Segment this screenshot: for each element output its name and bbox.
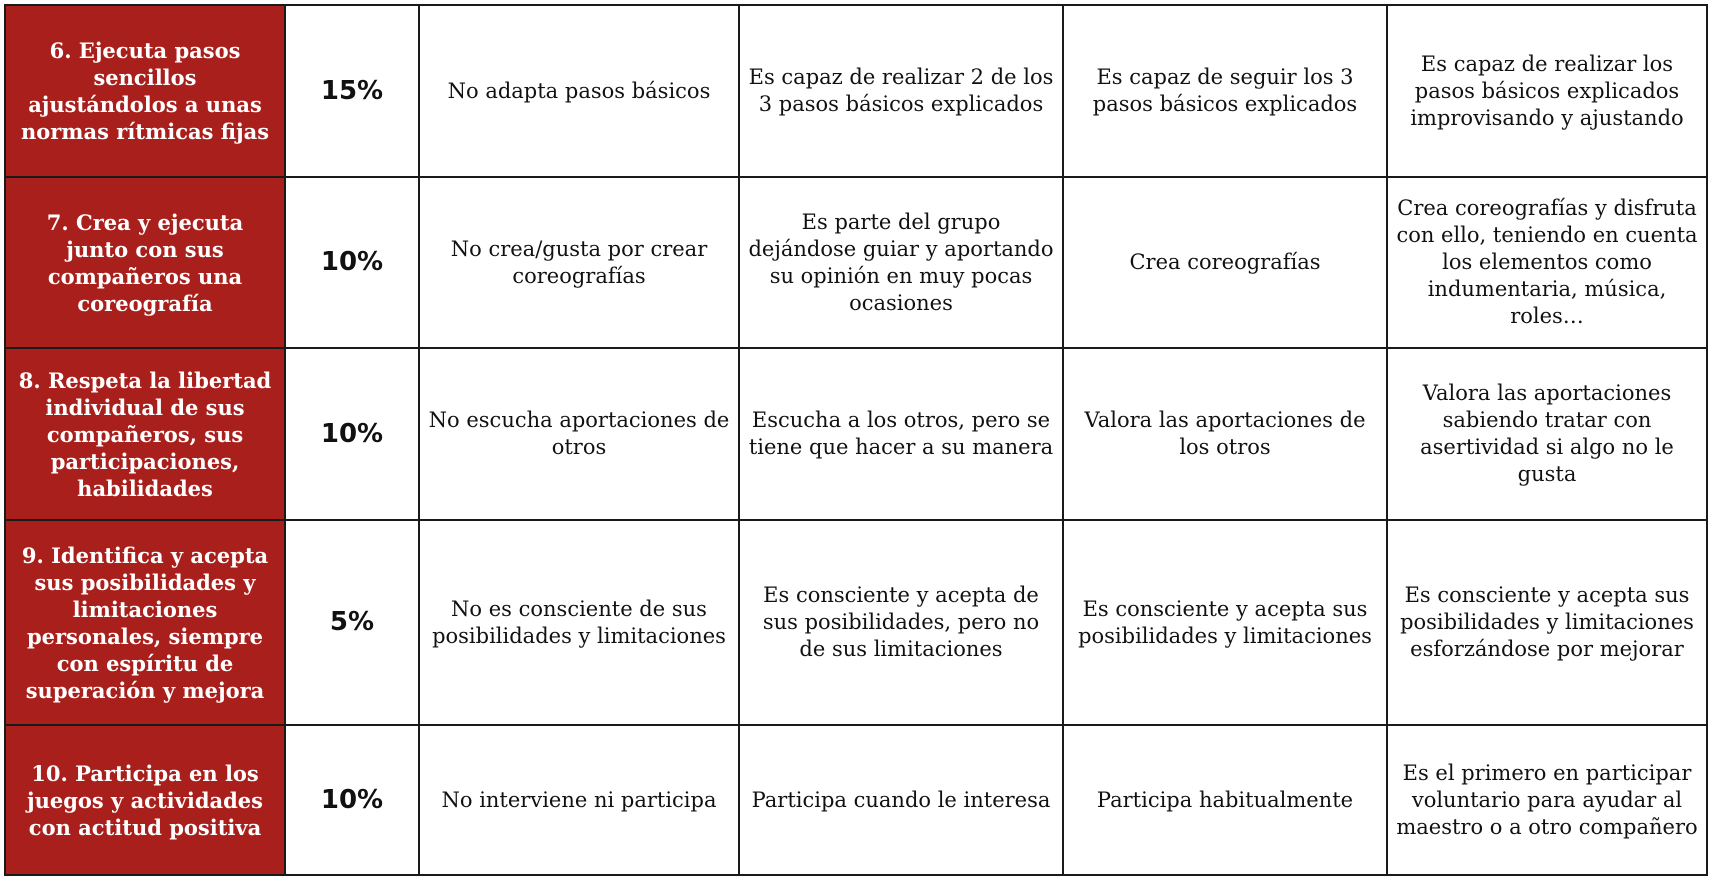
weight-cell: 5% [285, 520, 419, 725]
criterion-cell: 7. Crea y ejecuta junto con sus compañeros una coreografía [5, 177, 285, 348]
criterion-cell: 10. Participa en los juegos y actividades con actitud positiva [5, 725, 285, 875]
level-2-cell: Participa cuando le interesa [739, 725, 1063, 875]
rubric-row [5, 177, 1707, 348]
rubric-table [4, 4, 1708, 876]
weight-cell: 10% [285, 177, 419, 348]
level-1-cell: No es consciente de sus posibilidades y limitaciones [419, 520, 739, 725]
level-3-cell: Es capaz de seguir los 3 pasos básicos explicados [1063, 5, 1387, 177]
level-4-cell: Es el primero en participar voluntario para ayudar al maestro o a otro compañero [1387, 725, 1707, 875]
criterion-cell: 6. Ejecuta pasos sencillos ajustándolos a unas normas rítmicas fijas [5, 5, 285, 177]
criterion-cell: 8. Respeta la libertad individual de sus compañeros, sus participaciones, habilidades [5, 348, 285, 520]
level-1-cell: No interviene ni participa [419, 725, 739, 875]
level-3-cell: Participa habitualmente [1063, 725, 1387, 875]
level-4-cell: Valora las aportaciones sabiendo tratar con asertividad si algo no le gusta [1387, 348, 1707, 520]
rubric-row [5, 520, 1707, 725]
weight-cell: 10% [285, 348, 419, 520]
criterion-cell: 9. Identifica y acepta sus posibilidades y limitaciones personales, siempre con espíritu de superación y mejora [5, 520, 285, 725]
level-4-cell: Es capaz de realizar los pasos básicos explicados improvisando y ajustando [1387, 5, 1707, 177]
rubric-row [5, 348, 1707, 520]
level-1-cell: No adapta pasos básicos [419, 5, 739, 177]
rubric-row [5, 5, 1707, 177]
level-3-cell: Es consciente y acepta sus posibilidades y limitaciones [1063, 520, 1387, 725]
level-4-cell: Es consciente y acepta sus posibilidades y limitaciones esforzándose por mejorar [1387, 520, 1707, 725]
level-2-cell: Es capaz de realizar 2 de los 3 pasos básicos explicados [739, 5, 1063, 177]
level-2-cell: Es consciente y acepta de sus posibilidades, pero no de sus limitaciones [739, 520, 1063, 725]
level-2-cell: Es parte del grupo dejándose guiar y aportando su opinión en muy pocas ocasiones [739, 177, 1063, 348]
level-1-cell: No crea/gusta por crear coreografías [419, 177, 739, 348]
level-3-cell: Crea coreografías [1063, 177, 1387, 348]
weight-cell: 10% [285, 725, 419, 875]
weight-cell: 15% [285, 5, 419, 177]
level-1-cell: No escucha aportaciones de otros [419, 348, 739, 520]
level-3-cell: Valora las aportaciones de los otros [1063, 348, 1387, 520]
level-2-cell: Escucha a los otros, pero se tiene que hacer a su manera [739, 348, 1063, 520]
rubric-row [5, 725, 1707, 875]
level-4-cell: Crea coreografías y disfruta con ello, teniendo en cuenta los elementos como indumentaria, música, roles… [1387, 177, 1707, 348]
